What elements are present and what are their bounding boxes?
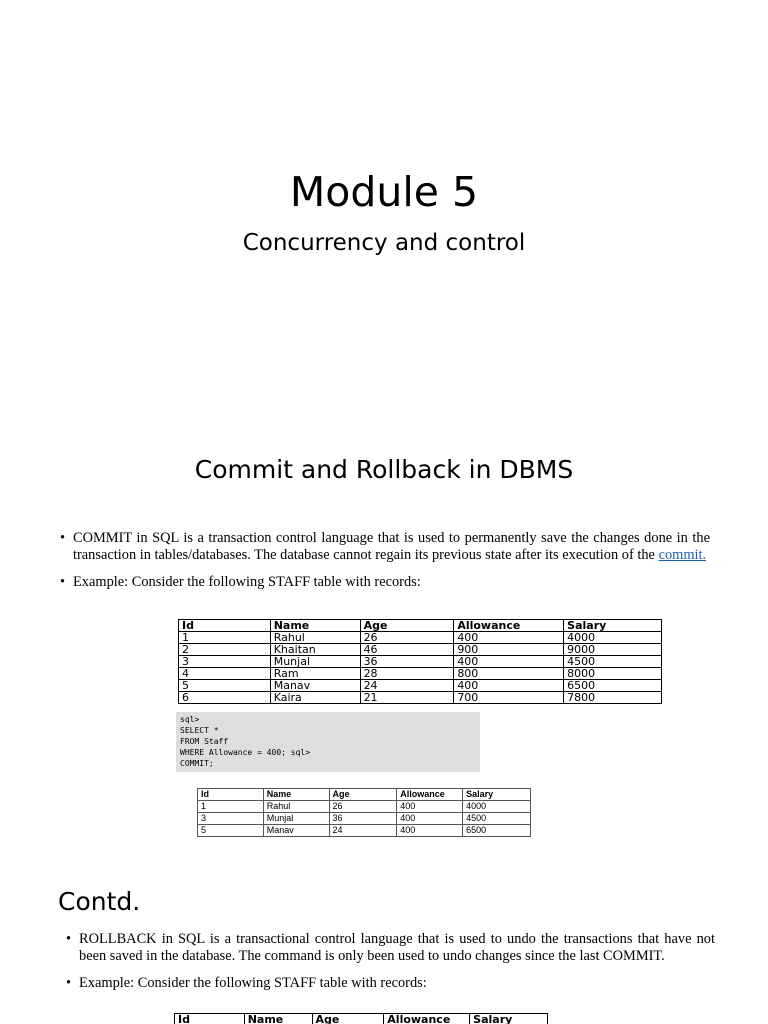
column-header: Name — [263, 789, 329, 801]
module-title: Module 5 — [289, 168, 479, 216]
table-cell: Munjal — [263, 813, 329, 825]
example-bullet: • Example: Consider the following STAFF table with records: — [60, 574, 710, 591]
table-cell: 4000 — [564, 632, 662, 644]
column-header: Salary — [470, 1014, 548, 1024]
column-header: Id — [179, 620, 271, 632]
table-cell: 4000 — [463, 801, 531, 813]
table-cell: 5 — [198, 825, 264, 837]
commit-bullets — [60, 530, 710, 601]
table-cell: 6 — [179, 692, 271, 704]
sql-commit-code — [176, 712, 480, 772]
table-cell: 2 — [179, 644, 271, 656]
table-cell: 36 — [360, 656, 454, 668]
table-cell: Khaitan — [270, 644, 360, 656]
column-header: Age — [329, 789, 397, 801]
table-row — [198, 801, 531, 813]
column-header: Salary — [463, 789, 531, 801]
table-row — [179, 680, 662, 692]
table-cell: 4500 — [564, 656, 662, 668]
contd-title: Contd. — [58, 887, 141, 916]
table-cell: Rahul — [270, 632, 360, 644]
table-header-row — [198, 789, 531, 801]
module-subtitle: Concurrency and control — [242, 230, 526, 256]
code-line: WHERE Allowance = 400; sql> — [180, 748, 311, 757]
table-row — [198, 825, 531, 837]
table-cell: 400 — [454, 632, 564, 644]
code-line: COMMIT; — [180, 759, 214, 768]
table-cell: 3 — [198, 813, 264, 825]
code-line: SELECT * — [180, 726, 219, 735]
table-cell: Munjal — [270, 656, 360, 668]
table-header-row — [175, 1014, 548, 1024]
column-header: Allowance — [384, 1014, 470, 1024]
table-cell: 9000 — [564, 644, 662, 656]
table-cell: Manav — [270, 680, 360, 692]
table-cell: Rahul — [263, 801, 329, 813]
table-row — [179, 644, 662, 656]
table-row — [198, 813, 531, 825]
table-cell: 400 — [454, 656, 564, 668]
table-cell: 8000 — [564, 668, 662, 680]
column-header: Id — [175, 1014, 245, 1024]
rollback-bullets — [66, 931, 715, 1002]
commit-definition-text: COMMIT in SQL is a transaction control language that is used to permanently save the changes done in the transaction in tables/databases. The database cannot regain its previous state after its execution of the — [73, 530, 710, 563]
table-cell: 4500 — [463, 813, 531, 825]
staff-table — [178, 619, 662, 704]
rollback-example-bullet: • Example: Consider the following STAFF table with records: — [66, 975, 715, 992]
table-cell: 7800 — [564, 692, 662, 704]
table-cell: 26 — [360, 632, 454, 644]
column-header: Age — [360, 620, 454, 632]
rollback-staff-table — [174, 1013, 548, 1024]
table-cell: Kaira — [270, 692, 360, 704]
commit-link[interactable]: commit. — [658, 547, 707, 563]
rollback-table-partial — [174, 1013, 548, 1024]
table-row — [179, 692, 662, 704]
commit-bullet — [60, 530, 710, 564]
table-cell: 24 — [360, 680, 454, 692]
table-cell: 900 — [454, 644, 564, 656]
column-header: Name — [244, 1014, 312, 1024]
column-header: Salary — [564, 620, 662, 632]
column-header: Allowance — [397, 789, 463, 801]
table-cell: 4 — [179, 668, 271, 680]
table-cell: 6500 — [564, 680, 662, 692]
table-cell: 46 — [360, 644, 454, 656]
rollback-bullet: • ROLLBACK in SQL is a transactional control language that is used to undo the transactions that have not been saved in the database. The command is only been used to undo changes since the last COMMIT. — [66, 931, 715, 965]
table-cell: 5 — [179, 680, 271, 692]
code-line: sql> — [180, 715, 200, 724]
table-cell: 6500 — [463, 825, 531, 837]
table-header-row — [179, 620, 662, 632]
table-cell: 700 — [454, 692, 564, 704]
table-cell: 400 — [397, 825, 463, 837]
code-line: FROM Staff — [180, 737, 229, 746]
column-header: Id — [198, 789, 264, 801]
commit-result-table — [197, 788, 531, 837]
table-cell: Ram — [270, 668, 360, 680]
table-cell: 3 — [179, 656, 271, 668]
table-row — [179, 632, 662, 644]
table-cell: 1 — [179, 632, 271, 644]
table-row — [179, 668, 662, 680]
table-cell: 400 — [397, 801, 463, 813]
table-cell: 400 — [454, 680, 564, 692]
table-cell: 36 — [329, 813, 397, 825]
table-cell: 800 — [454, 668, 564, 680]
table-cell: 1 — [198, 801, 264, 813]
table-cell: 28 — [360, 668, 454, 680]
table-cell: 26 — [329, 801, 397, 813]
table-row — [179, 656, 662, 668]
column-header: Age — [312, 1014, 384, 1024]
table-cell: Manav — [263, 825, 329, 837]
column-header: Allowance — [454, 620, 564, 632]
table-cell: 21 — [360, 692, 454, 704]
commit-rollback-title: Commit and Rollback in DBMS — [194, 455, 574, 484]
column-header: Name — [270, 620, 360, 632]
table-cell: 24 — [329, 825, 397, 837]
table-cell: 400 — [397, 813, 463, 825]
